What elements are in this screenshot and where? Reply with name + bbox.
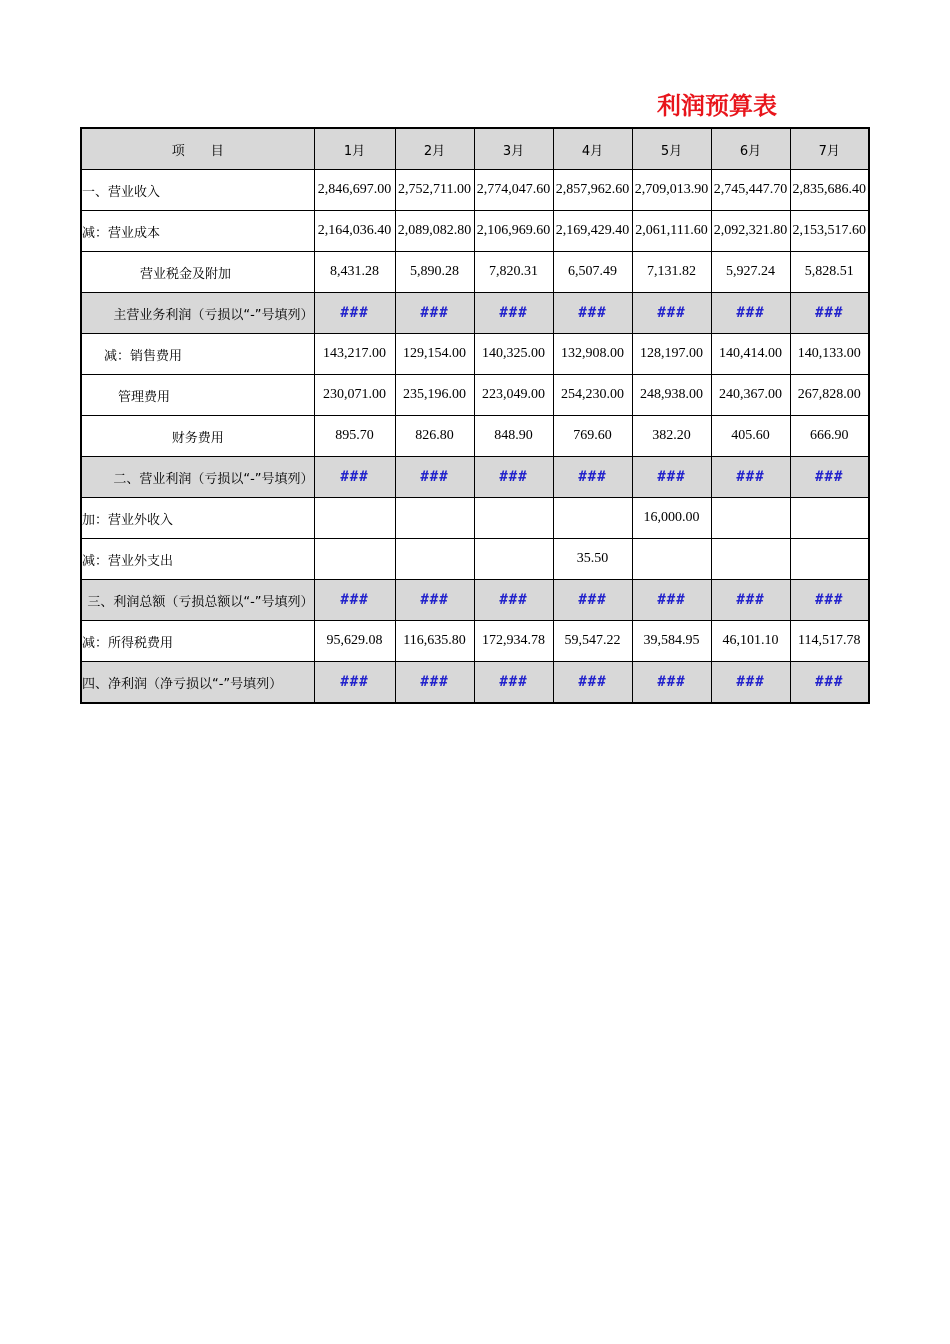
- cell: 2,774,047.60: [474, 170, 553, 211]
- cell: 254,230.00: [553, 375, 632, 416]
- cell: 2,106,969.60: [474, 211, 553, 252]
- row-label: 加：营业外收入: [81, 498, 314, 539]
- cell: 140,133.00: [790, 334, 869, 375]
- cell: 59,547.22: [553, 621, 632, 662]
- cell: 16,000.00: [632, 498, 711, 539]
- table-row: [81, 375, 869, 416]
- cell: [790, 539, 869, 580]
- cell: 7,131.82: [632, 252, 711, 293]
- cell: ###: [553, 662, 632, 704]
- cell: ###: [790, 457, 869, 498]
- cell: 95,629.08: [314, 621, 395, 662]
- cell: ###: [553, 580, 632, 621]
- cell: [711, 539, 790, 580]
- cell: ###: [790, 293, 869, 334]
- row-label: 减：营业成本: [81, 211, 314, 252]
- cell: ###: [553, 457, 632, 498]
- cell: 129,154.00: [395, 334, 474, 375]
- table-row: [81, 334, 869, 375]
- header-row: [81, 128, 869, 170]
- cell: [711, 498, 790, 539]
- row-label: 四、净利润（净亏损以“-”号填列）: [81, 662, 314, 704]
- table-row: [81, 170, 869, 211]
- cell: 6,507.49: [553, 252, 632, 293]
- cell: 240,367.00: [711, 375, 790, 416]
- cell: 2,835,686.40: [790, 170, 869, 211]
- cell: [474, 539, 553, 580]
- cell: 267,828.00: [790, 375, 869, 416]
- cell: 2,846,697.00: [314, 170, 395, 211]
- cell: ###: [474, 293, 553, 334]
- cell: ###: [790, 580, 869, 621]
- cell: ###: [314, 662, 395, 704]
- cell: 405.60: [711, 416, 790, 457]
- cell: ###: [711, 293, 790, 334]
- page-title: 利润预算表: [657, 92, 777, 120]
- cell: [474, 498, 553, 539]
- cell: ###: [395, 662, 474, 704]
- cell: 2,169,429.40: [553, 211, 632, 252]
- table-row: [81, 211, 869, 252]
- cell: ###: [632, 293, 711, 334]
- cell: 46,101.10: [711, 621, 790, 662]
- cell: 769.60: [553, 416, 632, 457]
- row-label: 财务费用: [81, 416, 314, 457]
- cell: 382.20: [632, 416, 711, 457]
- cell: ###: [474, 457, 553, 498]
- cell: 230,071.00: [314, 375, 395, 416]
- header-month: 4月: [553, 128, 632, 170]
- cell: 248,938.00: [632, 375, 711, 416]
- cell: ###: [395, 293, 474, 334]
- cell: 143,217.00: [314, 334, 395, 375]
- table-row: [81, 457, 869, 498]
- cell: 223,049.00: [474, 375, 553, 416]
- cell: ###: [395, 580, 474, 621]
- row-label: 三、利润总额（亏损总额以“-”号填列）: [81, 580, 314, 621]
- cell: ###: [314, 293, 395, 334]
- cell: [395, 498, 474, 539]
- cell: 826.80: [395, 416, 474, 457]
- cell: ###: [395, 457, 474, 498]
- cell: ###: [314, 580, 395, 621]
- header-month: 2月: [395, 128, 474, 170]
- cell: 114,517.78: [790, 621, 869, 662]
- cell: [395, 539, 474, 580]
- cell: 2,857,962.60: [553, 170, 632, 211]
- cell: 8,431.28: [314, 252, 395, 293]
- row-label: 二、营业利润（亏损以“-”号填列）: [81, 457, 314, 498]
- cell: 35.50: [553, 539, 632, 580]
- cell: 2,153,517.60: [790, 211, 869, 252]
- row-label: 管理费用: [81, 375, 314, 416]
- cell: ###: [474, 580, 553, 621]
- cell: 39,584.95: [632, 621, 711, 662]
- cell: [790, 498, 869, 539]
- table-row: [81, 662, 869, 704]
- table-row: [81, 621, 869, 662]
- cell: 2,709,013.90: [632, 170, 711, 211]
- header-month: 6月: [711, 128, 790, 170]
- cell: ###: [314, 457, 395, 498]
- cell: 5,828.51: [790, 252, 869, 293]
- cell: 2,752,711.00: [395, 170, 474, 211]
- cell: 140,325.00: [474, 334, 553, 375]
- cell: ###: [632, 662, 711, 704]
- cell: ###: [790, 662, 869, 704]
- cell: 140,414.00: [711, 334, 790, 375]
- cell: ###: [632, 580, 711, 621]
- table-row: [81, 293, 869, 334]
- cell: ###: [711, 457, 790, 498]
- row-label: 减：销售费用: [81, 334, 314, 375]
- profit-budget-table: [80, 127, 870, 704]
- cell: 2,061,111.60: [632, 211, 711, 252]
- table-row: [81, 580, 869, 621]
- cell: 895.70: [314, 416, 395, 457]
- cell: 5,927.24: [711, 252, 790, 293]
- cell: 2,745,447.70: [711, 170, 790, 211]
- row-label: 主营业务利润（亏损以“-”号填列）: [81, 293, 314, 334]
- cell: 2,164,036.40: [314, 211, 395, 252]
- cell: 7,820.31: [474, 252, 553, 293]
- cell: 5,890.28: [395, 252, 474, 293]
- cell: ###: [711, 580, 790, 621]
- header-month: 3月: [474, 128, 553, 170]
- table-row: [81, 539, 869, 580]
- header-item: 项 目: [81, 128, 314, 170]
- header-month: 1月: [314, 128, 395, 170]
- cell: [314, 498, 395, 539]
- cell: 132,908.00: [553, 334, 632, 375]
- row-label: 营业税金及附加: [81, 252, 314, 293]
- cell: 235,196.00: [395, 375, 474, 416]
- cell: 666.90: [790, 416, 869, 457]
- row-label: 一、营业收入: [81, 170, 314, 211]
- cell: 2,089,082.80: [395, 211, 474, 252]
- cell: 172,934.78: [474, 621, 553, 662]
- cell: ###: [474, 662, 553, 704]
- cell: 848.90: [474, 416, 553, 457]
- cell: [553, 498, 632, 539]
- row-label: 减：所得税费用: [81, 621, 314, 662]
- table-row: [81, 252, 869, 293]
- header-month: 5月: [632, 128, 711, 170]
- cell: [314, 539, 395, 580]
- cell: ###: [711, 662, 790, 704]
- cell: 2,092,321.80: [711, 211, 790, 252]
- cell: ###: [553, 293, 632, 334]
- cell: 116,635.80: [395, 621, 474, 662]
- table-row: [81, 416, 869, 457]
- row-label: 减：营业外支出: [81, 539, 314, 580]
- cell: 128,197.00: [632, 334, 711, 375]
- cell: [632, 539, 711, 580]
- cell: ###: [632, 457, 711, 498]
- table-row: [81, 498, 869, 539]
- header-month: 7月: [790, 128, 869, 170]
